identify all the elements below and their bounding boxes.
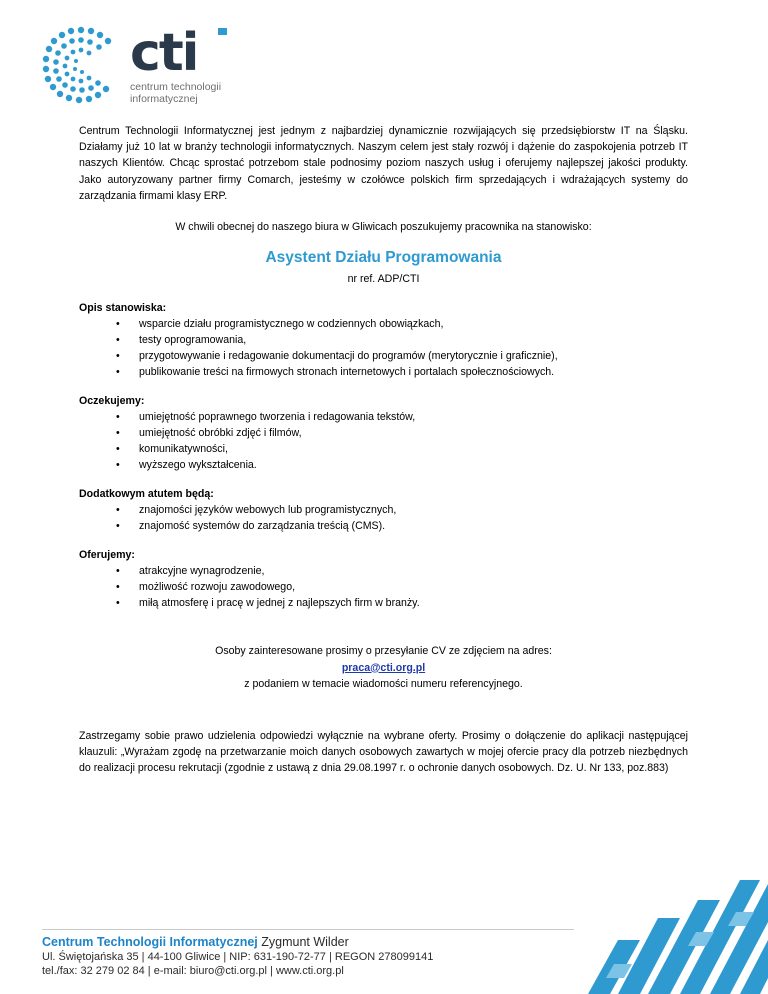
wordmark-text: cti [130, 28, 198, 76]
job-title: Asystent Działu Programowania [265, 249, 502, 267]
footer-divider [42, 929, 574, 930]
list-item: • komunikatywności, [79, 441, 688, 457]
list-item: • znajomości języków webowych lub programistycznych, [79, 502, 688, 518]
list-item: • znajomość systemów do zarządzania treścią (CMS). [79, 518, 688, 534]
footer-company-owner: Zygmunt Wilder [261, 935, 349, 949]
contact-line: Osoby zainteresowane prosimy o przesyłanie CV ze zdjęciem na adres: [215, 645, 552, 658]
corner-decoration-icon [588, 870, 768, 994]
cti-logo-icon [38, 22, 124, 108]
contact-block [79, 643, 688, 692]
cti-wordmark [130, 28, 240, 76]
section-job-description [79, 300, 688, 380]
intro-paragraph: Centrum Technologii Informatycznej jest jednym z najbardziej dynamicznie rozwijających się przedsiębiorstw IT na Śląsku. Działamy już 10 lat w branży technologii informatycznych. Naszym celem jest stały rozwój i dążenie do zaspokojenia potrzeb IT naszych Klientów. Chcąc sprostać potrzebom stale podnosimy poziom naszych usług i oferujemy najlepszej jakości produkty. Jako autoryzowany partner firmy Comarch, jesteśmy w czołówce polskich firm sprzedających i wdrażających systemy do zarządzania firmami klasy ERP. [79, 125, 688, 202]
list-item: • umiejętność poprawnego tworzenia i redagowania tekstów, [79, 409, 688, 425]
logo-subtitle [130, 81, 221, 105]
email-link[interactable]: praca@cti.org.pl [341, 661, 426, 674]
footer-address: Ul. Świętojańska 35 | 44-100 Gliwice | NIP: 631-190-72-77 | REGON 278099141 [42, 951, 434, 963]
footer-company-name: Centrum Technologii Informatycznej [42, 935, 258, 949]
section-heading: Oferujemy: [79, 549, 135, 562]
section-requirements [79, 393, 688, 473]
list-item: • testy oprogramowania, [79, 332, 688, 348]
list-item: • publikowanie treści na firmowych stronach internetowych i portalach społecznościowych. [79, 364, 688, 380]
list-item: • miłą atmosferę i pracę w jednej z najlepszych firm w branży. [79, 595, 688, 611]
footer [42, 934, 433, 978]
list-item: • wyższego wykształcenia. [79, 457, 688, 473]
section-advantages [79, 486, 688, 534]
reference-number: nr ref. ADP/CTI [347, 273, 420, 286]
list-item: • przygotowywanie i redagowanie dokumentacji do programów (merytorycznie i graficznie), [79, 348, 688, 364]
search-line: W chwili obecnej do naszego biura w Gliwicach poszukujemy pracownika na stanowisko: [175, 221, 592, 234]
section-heading: Dodatkowym atutem będą: [79, 488, 214, 501]
contact-subject-line: z podaniem w temacie wiadomości numeru referencyjnego. [244, 677, 523, 690]
list-item: • możliwość rozwoju zawodowego, [79, 579, 688, 595]
gdpr-clause: Zastrzegamy sobie prawo udzielenia odpowiedzi wyłącznie na wybrane oferty. Prosimy o dołączenie do aplikacji następującej klauzuli: „Wyrażam zgodę na przetwarzanie moich danych osobowych zawartych w mojej ofercie pracy dla potrzeb niezbędnych do realizacji procesu rekrutacji (zgodnie z ustawą z dnia 29.08.1997 r. o ochronie danych osobowych. Dz. U. Nr 133, poz.883) [79, 730, 688, 775]
section-heading: Opis stanowiska: [79, 302, 167, 315]
logo-subtitle-line2: informatycznej [130, 93, 198, 105]
footer-company [42, 934, 433, 950]
section-heading: Oczekujemy: [79, 395, 145, 408]
list-item: • wsparcie działu programistycznego w codziennych obowiązkach, [79, 316, 688, 332]
footer-contact: tel./fax: 32 279 02 84 | e-mail: biuro@cti.org.pl | www.cti.org.pl [42, 965, 344, 977]
list-item: • umiejętność obróbki zdjęć i filmów, [79, 425, 688, 441]
list-item: • atrakcyjne wynagrodzenie, [79, 563, 688, 579]
logo-subtitle-line1: centrum technologii [130, 81, 222, 93]
section-offer [79, 547, 688, 611]
job-offer-body [79, 123, 688, 777]
